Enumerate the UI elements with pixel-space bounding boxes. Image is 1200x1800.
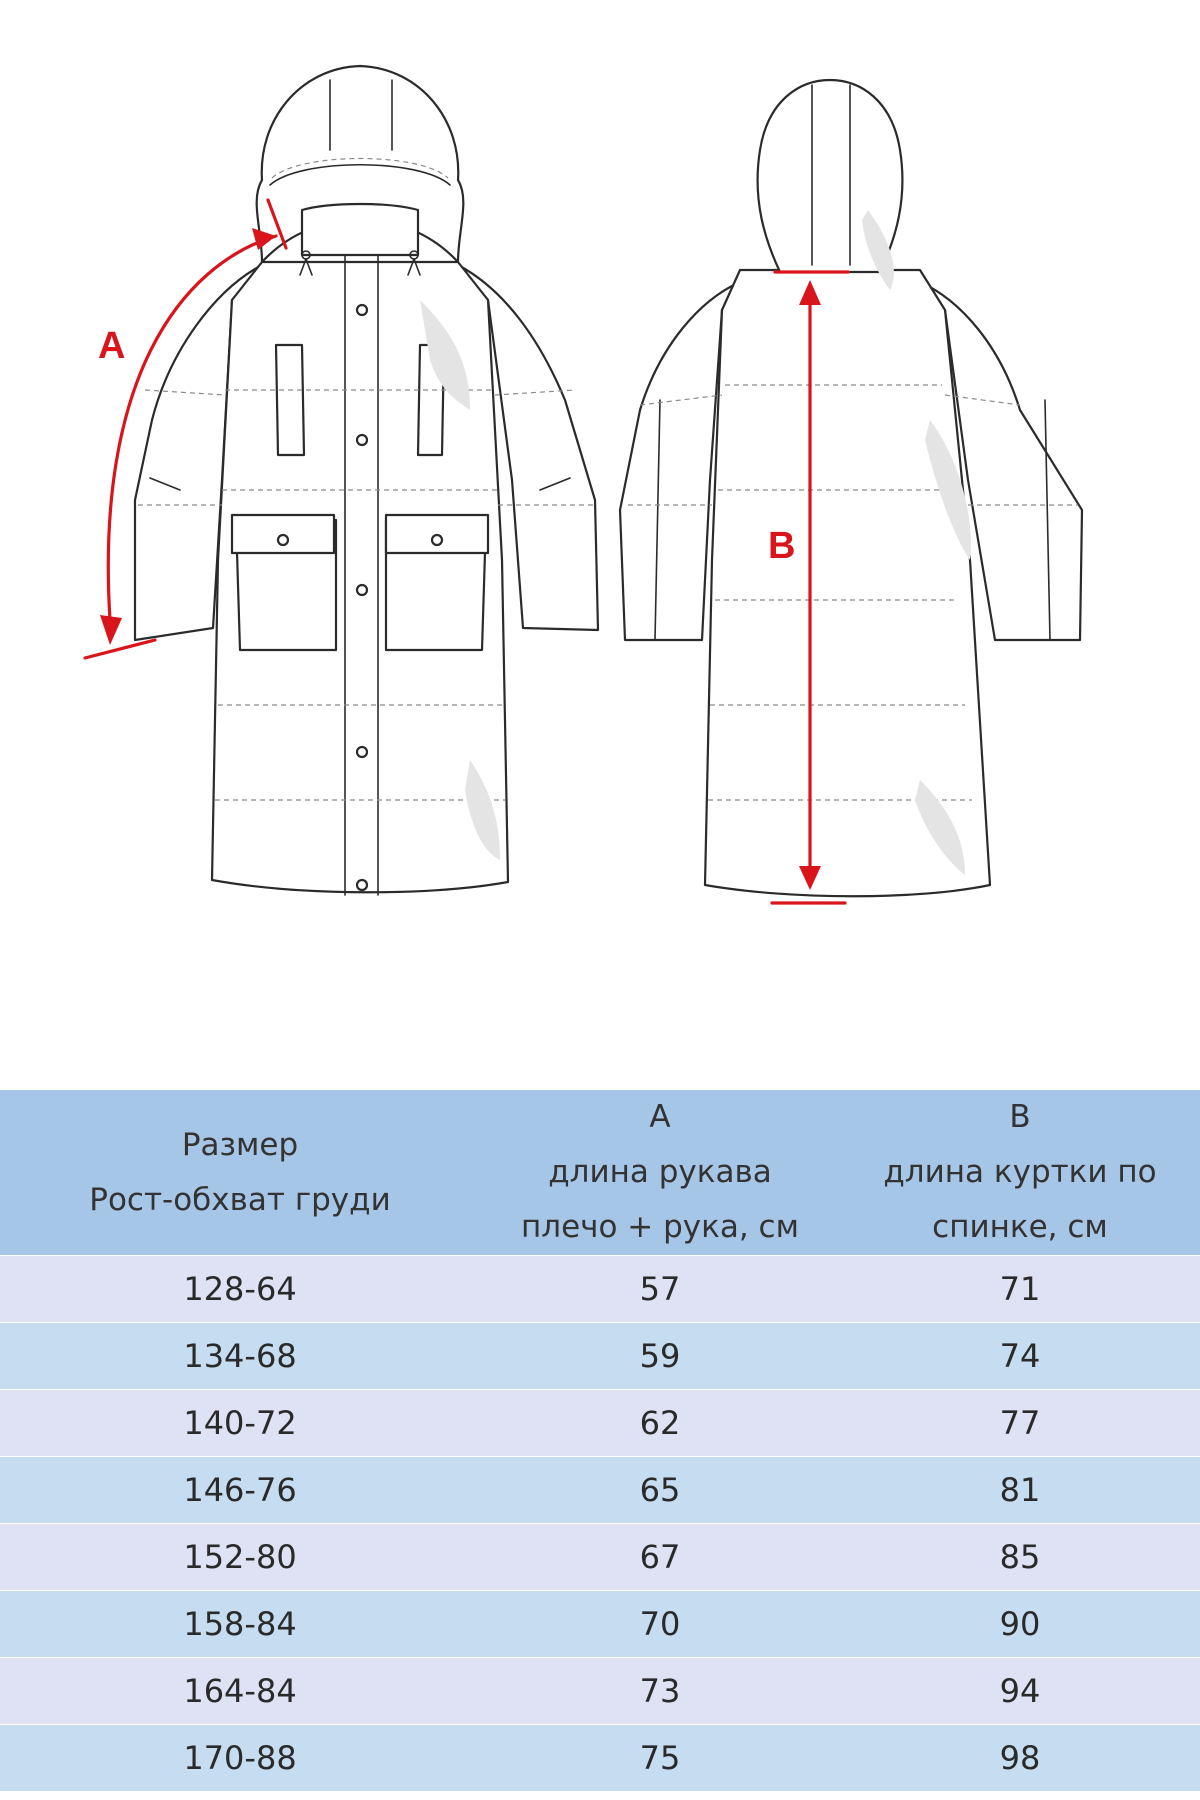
sleeve-length-cell: 59 — [480, 1323, 840, 1390]
size-cell: 164-84 — [0, 1658, 480, 1725]
size-cell: 170-88 — [0, 1725, 480, 1792]
sleeve-length-cell: 65 — [480, 1457, 840, 1524]
jacket-back-view — [620, 80, 1082, 896]
table-row — [0, 1591, 1200, 1658]
size-chart-table — [0, 1090, 1200, 1791]
header-jacket-length: B длина куртки по спинке, см — [840, 1090, 1200, 1256]
jacket-length-cell: 90 — [840, 1591, 1200, 1658]
label-a: A — [98, 325, 126, 367]
table-row — [0, 1524, 1200, 1591]
jacket-length-cell: 85 — [840, 1524, 1200, 1591]
size-cell: 140-72 — [0, 1390, 480, 1457]
size-cell: 134-68 — [0, 1323, 480, 1390]
jacket-length-cell: 98 — [840, 1725, 1200, 1792]
table-row — [0, 1390, 1200, 1457]
sleeve-length-cell: 75 — [480, 1725, 840, 1792]
sleeve-length-cell: 73 — [480, 1658, 840, 1725]
label-b: B — [768, 525, 796, 567]
table-header-row — [0, 1090, 1200, 1256]
header-sleeve-length: A длина рукава плечо + рука, см — [480, 1090, 840, 1256]
jacket-length-cell: 71 — [840, 1256, 1200, 1323]
table-row — [0, 1457, 1200, 1524]
size-cell: 152-80 — [0, 1524, 480, 1591]
jacket-length-cell: 94 — [840, 1658, 1200, 1725]
jacket-length-cell: 81 — [840, 1457, 1200, 1524]
table-row — [0, 1323, 1200, 1390]
jacket-length-cell: 77 — [840, 1390, 1200, 1457]
table-row — [0, 1658, 1200, 1725]
size-cell: 146-76 — [0, 1457, 480, 1524]
sleeve-length-cell: 57 — [480, 1256, 840, 1323]
table-row — [0, 1725, 1200, 1792]
jacket-front-view — [135, 66, 598, 895]
table-row — [0, 1256, 1200, 1323]
size-cell: 158-84 — [0, 1591, 480, 1658]
jacket-length-cell: 74 — [840, 1323, 1200, 1390]
size-cell: 128-64 — [0, 1256, 480, 1323]
sleeve-length-cell: 67 — [480, 1524, 840, 1591]
sleeve-length-cell: 70 — [480, 1591, 840, 1658]
sleeve-length-cell: 62 — [480, 1390, 840, 1457]
header-size: Размер Рост-обхват груди — [0, 1090, 480, 1256]
